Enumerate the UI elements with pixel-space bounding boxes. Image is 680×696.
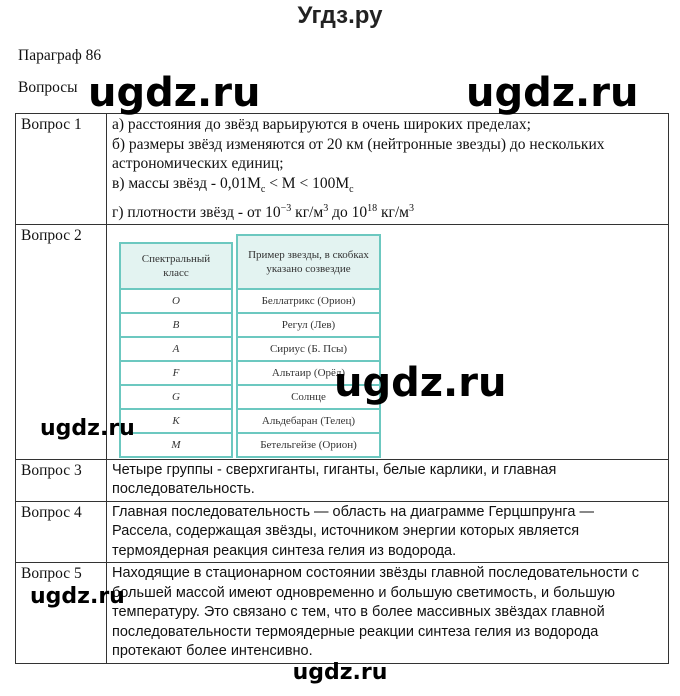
star-cell: Регул (Лев): [237, 313, 380, 337]
answer-cell: [107, 114, 669, 225]
watermark: ugdz.ru: [30, 584, 125, 609]
question-label: Вопрос 5: [16, 563, 107, 664]
class-cell: A: [120, 337, 232, 361]
class-cell: K: [120, 409, 232, 433]
question-label: Вопрос 2: [16, 224, 107, 459]
spectral-class-table: [119, 242, 233, 458]
star-cell: Сириус (Б. Псы): [237, 337, 380, 361]
star-cell: Альдебаран (Телец): [237, 409, 380, 433]
watermark: ugdz.ru: [466, 70, 639, 116]
table-row: [16, 114, 669, 225]
question-label: Вопрос 4: [16, 501, 107, 563]
section-title: Вопросы: [18, 79, 78, 96]
answer-line: а) расстояния до звёзд варьируются в очень широких пределах;: [112, 116, 531, 133]
answer-cell: Четыре группы - сверхгиганты, гиганты, белые карлики, и главная последовательность.: [107, 459, 669, 501]
table-row: [16, 459, 669, 501]
paragraph-title: Параграф 86: [18, 47, 102, 64]
table-row: [16, 563, 669, 664]
answer-line: г) плотности звёзд - от $10^{-3}$ $кг/м^3$ до $10^{18}$ $кг/м^3$: [112, 203, 414, 222]
class-cell: M: [120, 433, 232, 457]
watermark: ugdz.ru: [40, 416, 135, 441]
answer-cell: [107, 224, 669, 459]
watermark: ugdz.ru: [334, 360, 507, 406]
site-title[interactable]: Угдз.ру: [297, 2, 383, 29]
watermark: ugdz.ru: [88, 70, 261, 116]
question-label: Вопрос 3: [16, 459, 107, 501]
question-label: Вопрос 1: [16, 114, 107, 225]
answer-line: в) массы звёзд - $0,01M_с < M < 100M_с$: [112, 174, 354, 195]
answer-cell: Находящие в стационарном состоянии звёзды главной последовательности с большей массой имеют одновременно и большую светимость, и большую температуру. Это связано с тем, что в более массивных звёздах главной последовательности термоядерные реакции синтеза гелия из водорода протекают более интенсивно.: [107, 563, 669, 664]
star-example-table: [236, 234, 381, 458]
class-cell: F: [120, 361, 232, 385]
star-cell: Беллатрикс (Орион): [237, 289, 380, 313]
table-row: [16, 501, 669, 563]
star-cell: Солнце: [237, 385, 380, 409]
class-cell: O: [120, 289, 232, 313]
answer-cell: Главная последовательность — область на диаграмме Герцшпрунга — Рассела, содержащая звёзды, источником энергии которых является термоядерная реакция синтеза гелия из водорода.: [107, 501, 669, 563]
header-star: Пример звезды, в скобках указано созвездие: [237, 235, 380, 289]
class-cell: B: [120, 313, 232, 337]
star-cell: Альтаир (Орёл): [237, 361, 380, 385]
class-cell: G: [120, 385, 232, 409]
answer-line: б) размеры звёзд изменяются от 20 км (нейтронные звезды) до нескольких астрономических единиц;: [112, 135, 605, 172]
star-cell: Бетельгейзе (Орион): [237, 433, 380, 457]
header-class: Спектральный класс: [120, 243, 232, 289]
watermark: ugdz.ru: [292, 660, 388, 685]
